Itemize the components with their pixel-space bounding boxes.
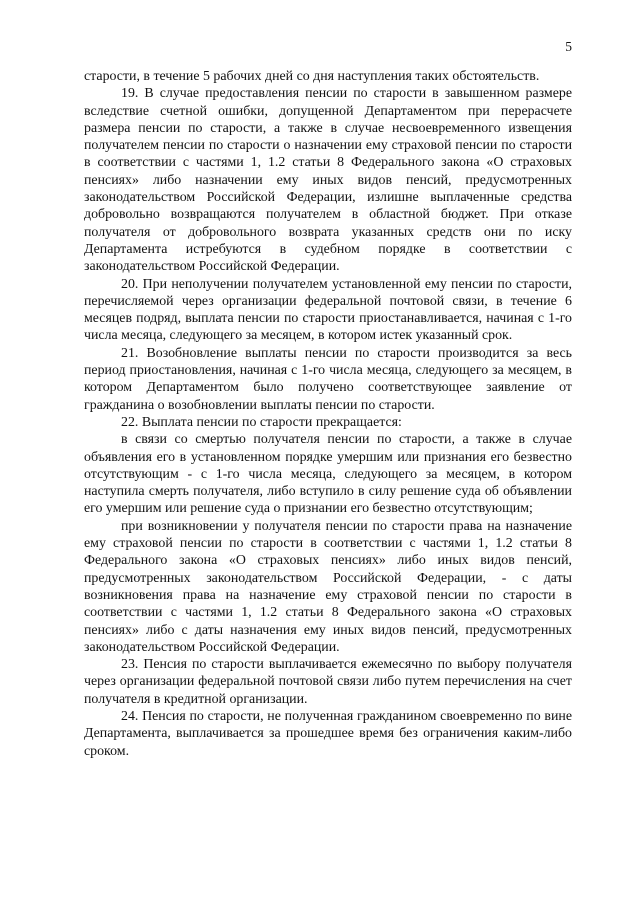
paragraph-continuation: старости, в течение 5 рабочих дней со дня наступления таких обстоятельств. [84,69,540,84]
paragraph-item-19: 19. В случае предоставления пенсии по старости в завышенном размере вследствие счетной ошибки, допущенной Департаментом при перерасчете размера пенсии по старости, а также в случае несвоевременного извещения получателем пенсии по старости о назначении ему страховой пенсии по старости в соответствии с частями 1, 1.2 статьи 8 Федерального закона «О страховых пенсиях» либо назначении ему иных видов пенсий, предусмотренных законодательством Российской Федерации, излишне выплаченные средства добровольно возвращаются получателем в областной бюджет. При отказе получателя от добровольного возврата указанных средств они по иску Департамента истребуются в судебном порядке в соответствии с законодательством Российской Федерации. [84,86,572,275]
paragraph-item-24: 24. Пенсия по старости, не полученная гражданином своевременно по вине Департамента, выплачивается за прошедшее время без ограничения каким-либо сроком. [84,708,572,759]
paragraph-item-23: 23. Пенсия по старости выплачивается ежемесячно по выбору получателя через организации федеральной почтовой связи либо путем перечисления на счет получателя в кредитной организации. [84,657,572,707]
document-body [84,68,572,760]
paragraph-item-22-case-death: в связи со смертью получателя пенсии по старости, а также в случае объявления его в установленном порядке умершим или признания его безвестно отсутствующим - с 1-го числа месяца, следующего за месяцем, в котором наступила смерть получателя, либо вступило в силу решение суда об объявлении его умершим или решение суда о признании его безвестно отсутствующим; [84,432,572,517]
paragraph-item-22: 22. Выплата пенсии по старости прекращается: [121,414,402,430]
paragraph-item-21: 21. Возобновление выплаты пенсии по старости производится за весь период приостановления, начиная с 1-го числа месяца, следующего за месяцем, в котором Департаментом было получено соответствующее заявление от гражданина о возобновлении выплаты пенсии по старости. [84,345,572,413]
paragraph-item-20: 20. При неполучении получателем установленной ему пенсии по старости, перечисляемой через организации федеральной почтовой связи, в течение 6 месяцев подряд, выплата пенсии по старости приостанавливается, начиная с 1-го числа месяца, следующего за месяцем, в котором истек указанный срок. [84,276,572,344]
paragraph-item-22-case-right: при возникновении у получателя пенсии по старости права на назначение ему страховой пенсии по старости в соответствии с частями 1, 1.2 статьи 8 Федерального закона «О страховых пенсиях» либо иных видов пенсий, предусмотренных законодательством Российской Федерации, - с даты возникновения права на назначение ему страховой пенсии по старости в соответствии с частями 1, 1.2 статьи 8 Федерального закона «О страховых пенсиях» либо с даты назначения ему иных видов пенсий, предусмотренных законодательством Российской Федерации. [84,518,572,655]
page-number: 5 [565,39,572,54]
